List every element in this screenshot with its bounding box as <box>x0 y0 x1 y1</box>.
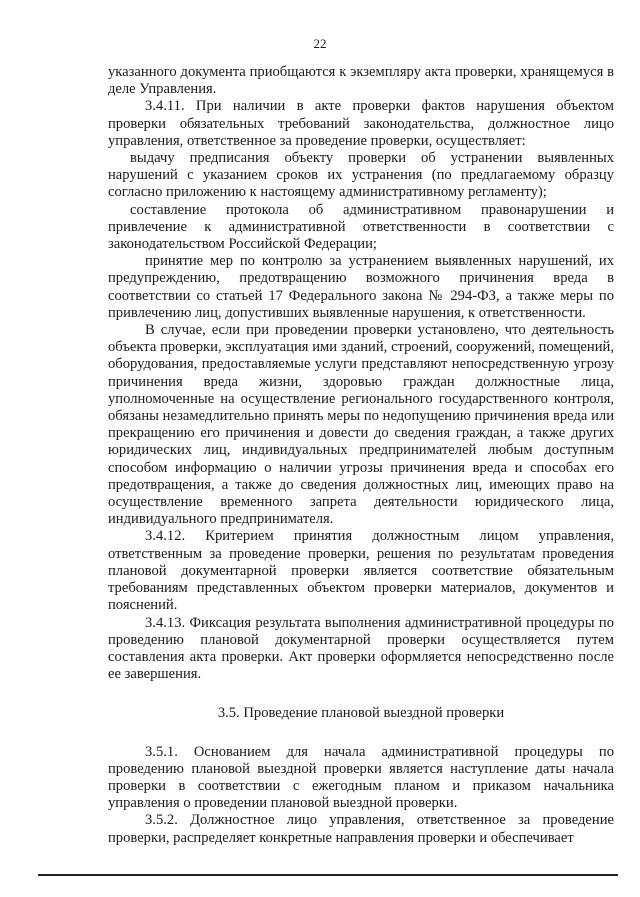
paragraph: 3.5.2. Должностное лицо управления, ответственное за проведение проверки, распределяет конкретные направления проверки и обеспечивает <box>108 812 614 846</box>
paragraph: указанного документа приобщаются к экземпляру акта проверки, хранящемуся в деле Управления. <box>108 64 614 98</box>
paragraph: составление протокола об административном правонарушении и привлечение к административной ответственности в соответствии с законодательством Российской Федерации; <box>108 201 614 253</box>
paragraph: выдачу предписания объекту проверки об устранении выявленных нарушений с указанием сроков их устранения (по предлагаемому образцу согласно приложению к настоящему административному регламенту); <box>108 150 614 201</box>
paragraph: В случае, если при проведении проверки установлено, что деятельность объекта проверки, эксплуатация ими зданий, строений, сооружений, помещений, оборудования, предоставляемые услуги представляют непосредственную угрозу причинения вреда жизни, здоровью граждан должностные лица, уполномоченные на осуществление регионального государственного контроля, обязаны незамедлительно принять меры по недопущению причинения вреда или прекращению его причинения и довести до сведения граждан, а также других юридических лиц, индивидуальных предпринимателей любым доступным способом информацию о наличии угрозы причинения вреда и способах его предотвращения, а также до сведения должностных лиц, имеющих право на осуществление временного запрета деятельности юридического лица, индивидуального предпринимателя. <box>108 322 614 528</box>
section-heading: 3.5. Проведение плановой выездной проверки <box>217 705 505 722</box>
paragraph: 3.4.13. Фиксация результата выполнения административной процедуры по проведению плановой документарной проверки осуществляется путем составления акта проверки. Акт проверки оформляется непосредственно после ее завершения. <box>108 614 614 683</box>
paragraph: принятие мер по контролю за устранением выявленных нарушений, их предупреждению, предотвращению возможного причинения вреда в соответствии со статьей 17 Федерального закона № 294-ФЗ, а также меры по привлечению лиц, допустивших выявленные нарушения, к ответственности. <box>108 253 614 321</box>
paragraph: 3.4.12. Критерием принятия должностным лицом управления, ответственным за проведение проверки, решения по результатам проведения плановой документарной проверки является соответствие обязательным требованиям представленных объектом проверки материалов, документов и пояснений. <box>108 528 614 614</box>
document-body <box>108 64 614 847</box>
footer-rule <box>38 874 618 876</box>
paragraph: 3.5.1. Основанием для начала административной процедуры по проведению плановой выездной проверки является наступление даты начала проверки в соответствии с ежегодным планом и приказом начальника управления о проведении плановой выездной проверки. <box>108 743 614 812</box>
page-number: 22 <box>313 36 327 51</box>
paragraph: 3.4.11. При наличии в акте проверки фактов нарушения объектом проверки обязательных требований законодательства, должностное лицо управления, ответственное за проведение проверки, осуществляет: <box>108 98 614 149</box>
